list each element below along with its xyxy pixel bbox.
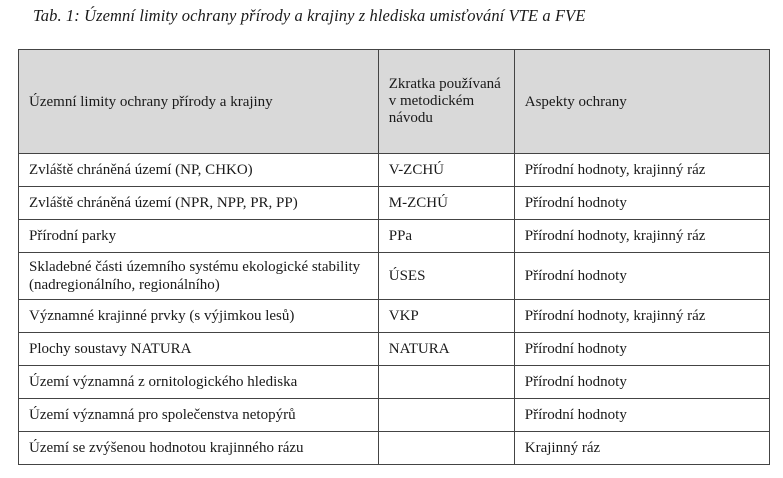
cell-aspects: Krajinný ráz xyxy=(514,432,769,465)
table-row xyxy=(19,220,770,253)
table-row xyxy=(19,154,770,187)
cell-limit: Zvláště chráněná území (NPR, NPP, PR, PP) xyxy=(19,187,379,220)
table-row xyxy=(19,187,770,220)
cell-abbreviation: V-ZCHÚ xyxy=(378,154,514,187)
cell-aspects: Přírodní hodnoty xyxy=(514,253,769,300)
header-limits: Územní limity ochrany přírody a krajiny xyxy=(19,50,379,154)
cell-abbreviation: M-ZCHÚ xyxy=(378,187,514,220)
table-caption: Tab. 1: Územní limity ochrany přírody a krajiny z hlediska umisťování VTE a FVE xyxy=(33,6,586,25)
header-aspects: Aspekty ochrany xyxy=(514,50,769,154)
cell-limit: Území významná z ornitologického hlediska xyxy=(19,366,379,399)
cell-abbreviation xyxy=(378,399,514,432)
cell-limit: Významné krajinné prvky (s výjimkou lesů) xyxy=(19,300,379,333)
table-row xyxy=(19,253,770,300)
table-row xyxy=(19,300,770,333)
limits-table xyxy=(18,49,770,465)
cell-limit: Skladebné části územního systému ekologické stability (nadregionálního, regionálního) xyxy=(19,253,379,300)
cell-abbreviation xyxy=(378,366,514,399)
cell-aspects: Přírodní hodnoty xyxy=(514,187,769,220)
cell-aspects: Přírodní hodnoty xyxy=(514,333,769,366)
cell-abbreviation: PPa xyxy=(378,220,514,253)
cell-aspects: Přírodní hodnoty, krajinný ráz xyxy=(514,154,769,187)
header-abbreviation: Zkratka používaná v metodickém návodu xyxy=(378,50,514,154)
cell-aspects: Přírodní hodnoty xyxy=(514,399,769,432)
cell-aspects: Přírodní hodnoty, krajinný ráz xyxy=(514,220,769,253)
cell-limit: Plochy soustavy NATURA xyxy=(19,333,379,366)
table-row xyxy=(19,399,770,432)
cell-aspects: Přírodní hodnoty xyxy=(514,366,769,399)
cell-abbreviation: ÚSES xyxy=(378,253,514,300)
cell-limit: Přírodní parky xyxy=(19,220,379,253)
cell-limit: Území se zvýšenou hodnotou krajinného rázu xyxy=(19,432,379,465)
table-header-row xyxy=(19,50,770,154)
table-row xyxy=(19,333,770,366)
table-row xyxy=(19,432,770,465)
cell-abbreviation: VKP xyxy=(378,300,514,333)
cell-abbreviation: NATURA xyxy=(378,333,514,366)
cell-abbreviation xyxy=(378,432,514,465)
cell-aspects: Přírodní hodnoty, krajinný ráz xyxy=(514,300,769,333)
cell-limit: Zvláště chráněná území (NP, CHKO) xyxy=(19,154,379,187)
cell-limit: Území významná pro společenstva netopýrů xyxy=(19,399,379,432)
table-row xyxy=(19,366,770,399)
